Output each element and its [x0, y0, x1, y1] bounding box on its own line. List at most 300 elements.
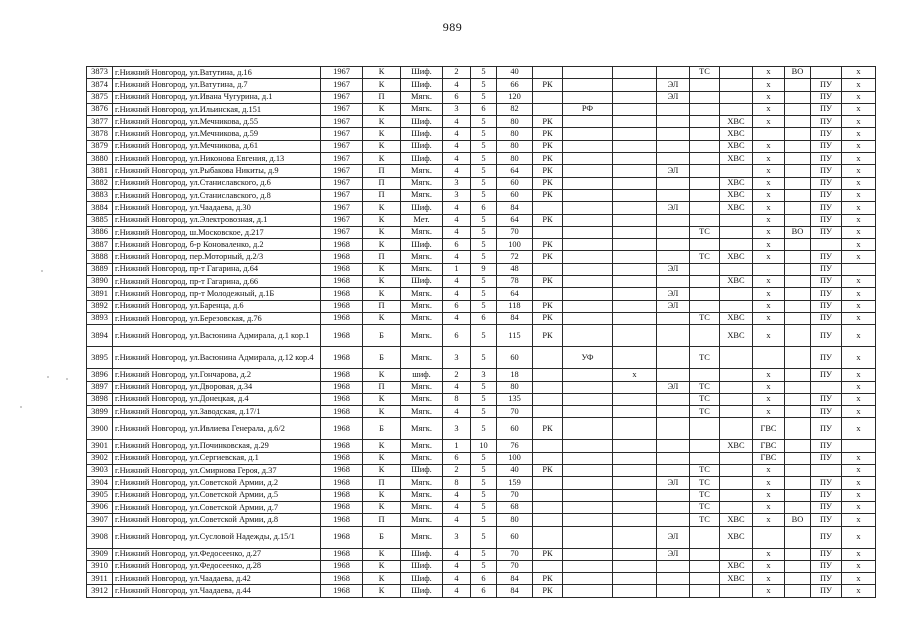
- table-row: [87, 91, 876, 103]
- cell-c18: х: [842, 276, 876, 288]
- cell-c13: [690, 91, 720, 103]
- cell-c15: х: [753, 312, 785, 324]
- cell-c15: х: [753, 79, 785, 91]
- cell-floors: 5: [471, 239, 497, 251]
- cell-record-number: 3879: [87, 140, 113, 152]
- cell-wall-material: К: [363, 406, 401, 418]
- cell-wall-material: К: [363, 239, 401, 251]
- cell-c9: [533, 489, 563, 501]
- cell-address: г.Нижний Новгород, ул.Сусловой Надежды, д.15/1: [113, 526, 321, 548]
- cell-c14: [720, 418, 753, 440]
- cell-c12: [657, 189, 690, 201]
- cell-c16: [785, 312, 811, 324]
- cell-apartments: 72: [497, 251, 533, 263]
- cell-c10: [563, 440, 613, 452]
- cell-year-built: 1968: [321, 251, 363, 263]
- cell-apartments: 66: [497, 79, 533, 91]
- cell-c10: [563, 560, 613, 572]
- cell-c17: ПУ: [811, 440, 842, 452]
- table-row: [87, 276, 876, 288]
- cell-floors: 5: [471, 177, 497, 189]
- cell-sections: 3: [443, 526, 471, 548]
- table-row: [87, 440, 876, 452]
- cell-year-built: 1968: [321, 477, 363, 489]
- cell-c15: х: [753, 288, 785, 300]
- cell-c17: ПУ: [811, 560, 842, 572]
- cell-c18: [842, 263, 876, 275]
- cell-c10: [563, 465, 613, 477]
- cell-roof-type: Мягк.: [401, 251, 443, 263]
- cell-roof-type: Шиф.: [401, 585, 443, 597]
- cell-c17: ПУ: [811, 418, 842, 440]
- cell-c15: х: [753, 300, 785, 312]
- cell-c9: РК: [533, 177, 563, 189]
- cell-c10: [563, 585, 613, 597]
- cell-c9: РК: [533, 585, 563, 597]
- cell-c16: [785, 585, 811, 597]
- cell-c17: ПУ: [811, 452, 842, 464]
- cell-c12: [657, 128, 690, 140]
- cell-c9: РК: [533, 276, 563, 288]
- cell-c18: х: [842, 347, 876, 369]
- cell-record-number: 3886: [87, 226, 113, 238]
- cell-year-built: 1967: [321, 226, 363, 238]
- cell-c13: ТС: [690, 347, 720, 369]
- cell-apartments: 80: [497, 116, 533, 128]
- cell-c17: [811, 239, 842, 251]
- cell-c16: [785, 165, 811, 177]
- cell-roof-type: Мягк.: [401, 312, 443, 324]
- cell-c17: [811, 67, 842, 79]
- cell-c14: [720, 300, 753, 312]
- cell-floors: 5: [471, 226, 497, 238]
- cell-c9: РК: [533, 573, 563, 585]
- cell-c15: х: [753, 91, 785, 103]
- cell-c16: [785, 452, 811, 464]
- cell-year-built: 1968: [321, 276, 363, 288]
- cell-floors: 5: [471, 452, 497, 464]
- cell-c11: [613, 381, 657, 393]
- cell-c12: [657, 177, 690, 189]
- cell-c16: ВО: [785, 514, 811, 526]
- cell-sections: 4: [443, 116, 471, 128]
- cell-address: г.Нижний Новгород, ул.Никонова Евгения, д.13: [113, 153, 321, 165]
- cell-sections: 4: [443, 165, 471, 177]
- cell-c12: [657, 312, 690, 324]
- cell-record-number: 3904: [87, 477, 113, 489]
- cell-floors: 5: [471, 560, 497, 572]
- cell-apartments: 60: [497, 526, 533, 548]
- cell-c15: х: [753, 165, 785, 177]
- cell-c10: [563, 128, 613, 140]
- cell-c17: ПУ: [811, 526, 842, 548]
- cell-record-number: 3893: [87, 312, 113, 324]
- cell-floors: 5: [471, 489, 497, 501]
- cell-c17: ПУ: [811, 477, 842, 489]
- cell-address: г.Нижний Новгород, ул.Баренца, д.6: [113, 300, 321, 312]
- cell-c9: [533, 103, 563, 115]
- cell-roof-type: Шиф.: [401, 153, 443, 165]
- cell-c9: РК: [533, 214, 563, 226]
- cell-c12: [657, 226, 690, 238]
- cell-c9: РК: [533, 312, 563, 324]
- table-row: [87, 128, 876, 140]
- cell-c10: [563, 177, 613, 189]
- cell-wall-material: Б: [363, 418, 401, 440]
- cell-c17: ПУ: [811, 312, 842, 324]
- cell-c17: ПУ: [811, 514, 842, 526]
- cell-record-number: 3897: [87, 381, 113, 393]
- cell-c11: [613, 501, 657, 513]
- cell-c10: [563, 369, 613, 381]
- table-row: [87, 514, 876, 526]
- cell-apartments: 60: [497, 418, 533, 440]
- cell-c17: ПУ: [811, 393, 842, 405]
- cell-address: г.Нижний Новгород, ул.Васюнина Адмирала, д.12 кор.4: [113, 347, 321, 369]
- cell-c14: ХВС: [720, 526, 753, 548]
- cell-c14: [720, 103, 753, 115]
- cell-c13: [690, 300, 720, 312]
- cell-c15: х: [753, 381, 785, 393]
- cell-roof-type: Мягк.: [401, 226, 443, 238]
- cell-address: г.Нижний Новгород, ул.Чаадаева, д.30: [113, 202, 321, 214]
- cell-c16: [785, 465, 811, 477]
- cell-roof-type: Мягк.: [401, 103, 443, 115]
- cell-c12: [657, 325, 690, 347]
- cell-roof-type: Шиф.: [401, 548, 443, 560]
- cell-floors: 5: [471, 189, 497, 201]
- cell-c10: [563, 202, 613, 214]
- cell-floors: 5: [471, 465, 497, 477]
- cell-c12: [657, 573, 690, 585]
- cell-roof-type: Мягк.: [401, 514, 443, 526]
- cell-record-number: 3883: [87, 189, 113, 201]
- cell-address: г.Нижний Новгород, ул.Васюнина Адмирала, д.1 кор.1: [113, 325, 321, 347]
- cell-c15: х: [753, 489, 785, 501]
- cell-roof-type: Мягк.: [401, 501, 443, 513]
- cell-c11: [613, 452, 657, 464]
- cell-address: г.Нижний Новгород, ул.Федосеенко, д.28: [113, 560, 321, 572]
- cell-floors: 5: [471, 67, 497, 79]
- cell-roof-type: Мягк.: [401, 347, 443, 369]
- cell-address: г.Нижний Новгород, ул.Заводская, д.17/1: [113, 406, 321, 418]
- cell-wall-material: К: [363, 573, 401, 585]
- cell-floors: 5: [471, 91, 497, 103]
- cell-c11: [613, 276, 657, 288]
- cell-c9: [533, 381, 563, 393]
- cell-c17: ПУ: [811, 263, 842, 275]
- cell-c13: [690, 202, 720, 214]
- cell-c14: ХВС: [720, 189, 753, 201]
- cell-c12: [657, 393, 690, 405]
- cell-c18: х: [842, 526, 876, 548]
- cell-record-number: 3911: [87, 573, 113, 585]
- cell-c12: ЭЛ: [657, 263, 690, 275]
- cell-c12: [657, 214, 690, 226]
- cell-c14: ХВС: [720, 128, 753, 140]
- cell-address: г.Нижний Новгород, пер.Моторный, д.2/3: [113, 251, 321, 263]
- cell-record-number: 3909: [87, 548, 113, 560]
- cell-record-number: 3890: [87, 276, 113, 288]
- cell-c13: [690, 128, 720, 140]
- cell-c9: РК: [533, 300, 563, 312]
- cell-c9: [533, 501, 563, 513]
- cell-c11: [613, 177, 657, 189]
- cell-c15: х: [753, 465, 785, 477]
- cell-year-built: 1968: [321, 381, 363, 393]
- cell-c12: [657, 489, 690, 501]
- cell-c11: [613, 226, 657, 238]
- cell-wall-material: К: [363, 276, 401, 288]
- cell-roof-type: Мягк.: [401, 477, 443, 489]
- cell-c16: [785, 140, 811, 152]
- cell-record-number: 3878: [87, 128, 113, 140]
- cell-c12: [657, 276, 690, 288]
- cell-c17: ПУ: [811, 177, 842, 189]
- cell-record-number: 3898: [87, 393, 113, 405]
- cell-year-built: 1968: [321, 393, 363, 405]
- cell-address: г.Нижний Новгород, ул.Электровозная, д.1: [113, 214, 321, 226]
- cell-c12: ЭЛ: [657, 381, 690, 393]
- cell-roof-type: Мягк.: [401, 325, 443, 347]
- cell-c18: х: [842, 288, 876, 300]
- cell-c17: ПУ: [811, 226, 842, 238]
- cell-apartments: 118: [497, 300, 533, 312]
- cell-address: г.Нижний Новгород, пр-т Гагарина, д.64: [113, 263, 321, 275]
- cell-wall-material: Б: [363, 347, 401, 369]
- cell-address: г.Нижний Новгород, ул.Чаадаева, д.44: [113, 585, 321, 597]
- cell-record-number: 3873: [87, 67, 113, 79]
- cell-c15: х: [753, 276, 785, 288]
- cell-c10: [563, 214, 613, 226]
- cell-apartments: 84: [497, 202, 533, 214]
- cell-c13: [690, 189, 720, 201]
- cell-c13: [690, 177, 720, 189]
- cell-roof-type: Мягк.: [401, 263, 443, 275]
- cell-c17: ПУ: [811, 103, 842, 115]
- cell-roof-type: Мягк.: [401, 381, 443, 393]
- cell-c10: [563, 165, 613, 177]
- cell-c14: [720, 288, 753, 300]
- cell-year-built: 1967: [321, 79, 363, 91]
- cell-sections: 4: [443, 381, 471, 393]
- cell-record-number: 3900: [87, 418, 113, 440]
- cell-c9: [533, 263, 563, 275]
- cell-c17: ПУ: [811, 325, 842, 347]
- cell-c18: х: [842, 103, 876, 115]
- cell-c16: [785, 116, 811, 128]
- cell-record-number: 3874: [87, 79, 113, 91]
- cell-apartments: 135: [497, 393, 533, 405]
- cell-address: г.Нижний Новгород, ул.Ивлиева Генерала, д.6/2: [113, 418, 321, 440]
- cell-wall-material: П: [363, 251, 401, 263]
- cell-c12: ЭЛ: [657, 288, 690, 300]
- cell-c11: [613, 67, 657, 79]
- cell-c15: х: [753, 239, 785, 251]
- cell-sections: 4: [443, 560, 471, 572]
- cell-apartments: 70: [497, 489, 533, 501]
- cell-roof-type: Мягк.: [401, 526, 443, 548]
- cell-address: г.Нижний Новгород, ул.Станиславского, д.6: [113, 177, 321, 189]
- table-row: [87, 406, 876, 418]
- table-row: [87, 585, 876, 597]
- cell-apartments: 84: [497, 573, 533, 585]
- cell-sections: 4: [443, 153, 471, 165]
- cell-c14: [720, 165, 753, 177]
- cell-roof-type: Мягк.: [401, 300, 443, 312]
- cell-c11: [613, 288, 657, 300]
- cell-c17: ПУ: [811, 548, 842, 560]
- cell-year-built: 1968: [321, 501, 363, 513]
- cell-c14: ХВС: [720, 251, 753, 263]
- cell-c16: [785, 189, 811, 201]
- table-row: [87, 226, 876, 238]
- cell-c10: [563, 477, 613, 489]
- cell-apartments: 40: [497, 67, 533, 79]
- cell-record-number: 3891: [87, 288, 113, 300]
- cell-roof-type: Шиф.: [401, 560, 443, 572]
- cell-c17: ПУ: [811, 300, 842, 312]
- cell-roof-type: Шиф.: [401, 140, 443, 152]
- cell-wall-material: К: [363, 226, 401, 238]
- cell-year-built: 1967: [321, 67, 363, 79]
- cell-c11: [613, 560, 657, 572]
- cell-c9: [533, 288, 563, 300]
- cell-address: г.Нижний Новгород, ш.Московское, д.217: [113, 226, 321, 238]
- table-row: [87, 189, 876, 201]
- cell-floors: 6: [471, 103, 497, 115]
- cell-roof-type: Мягк.: [401, 189, 443, 201]
- cell-wall-material: К: [363, 153, 401, 165]
- cell-c11: [613, 440, 657, 452]
- cell-record-number: 3906: [87, 501, 113, 513]
- cell-c10: [563, 489, 613, 501]
- cell-roof-type: Шиф.: [401, 573, 443, 585]
- cell-c16: ВО: [785, 67, 811, 79]
- cell-c15: х: [753, 202, 785, 214]
- cell-sections: 4: [443, 140, 471, 152]
- cell-wall-material: К: [363, 393, 401, 405]
- cell-apartments: 84: [497, 312, 533, 324]
- cell-c18: х: [842, 465, 876, 477]
- cell-c16: [785, 560, 811, 572]
- cell-address: г.Нижний Новгород, ул.Смирнова Героя, д.37: [113, 465, 321, 477]
- cell-c12: ЭЛ: [657, 79, 690, 91]
- cell-c12: ЭЛ: [657, 548, 690, 560]
- cell-c9: [533, 347, 563, 369]
- cell-c10: [563, 288, 613, 300]
- cell-c12: [657, 103, 690, 115]
- cell-wall-material: К: [363, 440, 401, 452]
- cell-c14: [720, 91, 753, 103]
- cell-address: г.Нижний Новгород, ул.Мечникова, д.59: [113, 128, 321, 140]
- cell-year-built: 1968: [321, 347, 363, 369]
- table-row: [87, 560, 876, 572]
- cell-floors: 5: [471, 406, 497, 418]
- cell-c13: ТС: [690, 226, 720, 238]
- cell-c18: х: [842, 514, 876, 526]
- cell-record-number: 3896: [87, 369, 113, 381]
- cell-floors: 5: [471, 140, 497, 152]
- cell-sections: 4: [443, 585, 471, 597]
- cell-c10: [563, 276, 613, 288]
- cell-c18: х: [842, 381, 876, 393]
- cell-record-number: 3877: [87, 116, 113, 128]
- cell-c14: [720, 548, 753, 560]
- cell-address: г.Нижний Новгород, ул.Ивана Чугурина, д.1: [113, 91, 321, 103]
- cell-c18: х: [842, 560, 876, 572]
- cell-c11: [613, 477, 657, 489]
- cell-floors: 5: [471, 347, 497, 369]
- cell-c11: [613, 418, 657, 440]
- cell-c18: х: [842, 67, 876, 79]
- cell-c9: РК: [533, 165, 563, 177]
- cell-address: г.Нижний Новгород, ул.Мечникова, д.55: [113, 116, 321, 128]
- cell-apartments: 64: [497, 288, 533, 300]
- cell-c16: [785, 477, 811, 489]
- cell-apartments: 70: [497, 406, 533, 418]
- cell-c18: х: [842, 226, 876, 238]
- cell-c18: х: [842, 573, 876, 585]
- cell-c14: ХВС: [720, 312, 753, 324]
- cell-c10: [563, 501, 613, 513]
- cell-c16: [785, 288, 811, 300]
- cell-c17: ПУ: [811, 153, 842, 165]
- cell-c16: [785, 103, 811, 115]
- cell-year-built: 1968: [321, 489, 363, 501]
- cell-roof-type: Мягк.: [401, 440, 443, 452]
- table-row: [87, 140, 876, 152]
- cell-c14: ХВС: [720, 560, 753, 572]
- cell-year-built: 1967: [321, 116, 363, 128]
- cell-wall-material: К: [363, 560, 401, 572]
- cell-apartments: 70: [497, 560, 533, 572]
- cell-c13: ТС: [690, 251, 720, 263]
- cell-wall-material: П: [363, 165, 401, 177]
- cell-c15: х: [753, 140, 785, 152]
- cell-c11: [613, 91, 657, 103]
- cell-record-number: 3880: [87, 153, 113, 165]
- table-row: [87, 79, 876, 91]
- cell-c13: [690, 276, 720, 288]
- cell-c15: [753, 263, 785, 275]
- cell-c17: ПУ: [811, 128, 842, 140]
- table-row: [87, 153, 876, 165]
- cell-c18: х: [842, 165, 876, 177]
- cell-c13: ТС: [690, 393, 720, 405]
- cell-c18: х: [842, 251, 876, 263]
- cell-c17: ПУ: [811, 347, 842, 369]
- cell-wall-material: К: [363, 140, 401, 152]
- cell-floors: 5: [471, 418, 497, 440]
- cell-c17: ПУ: [811, 276, 842, 288]
- cell-apartments: 70: [497, 226, 533, 238]
- cell-c9: [533, 91, 563, 103]
- table-row: [87, 67, 876, 79]
- cell-c15: х: [753, 67, 785, 79]
- cell-apartments: 115: [497, 325, 533, 347]
- cell-c14: [720, 226, 753, 238]
- cell-c14: ХВС: [720, 325, 753, 347]
- cell-year-built: 1968: [321, 465, 363, 477]
- cell-c15: х: [753, 325, 785, 347]
- cell-c10: [563, 263, 613, 275]
- cell-year-built: 1968: [321, 440, 363, 452]
- cell-year-built: 1967: [321, 128, 363, 140]
- cell-c13: [690, 573, 720, 585]
- cell-year-built: 1968: [321, 418, 363, 440]
- table-row: [87, 214, 876, 226]
